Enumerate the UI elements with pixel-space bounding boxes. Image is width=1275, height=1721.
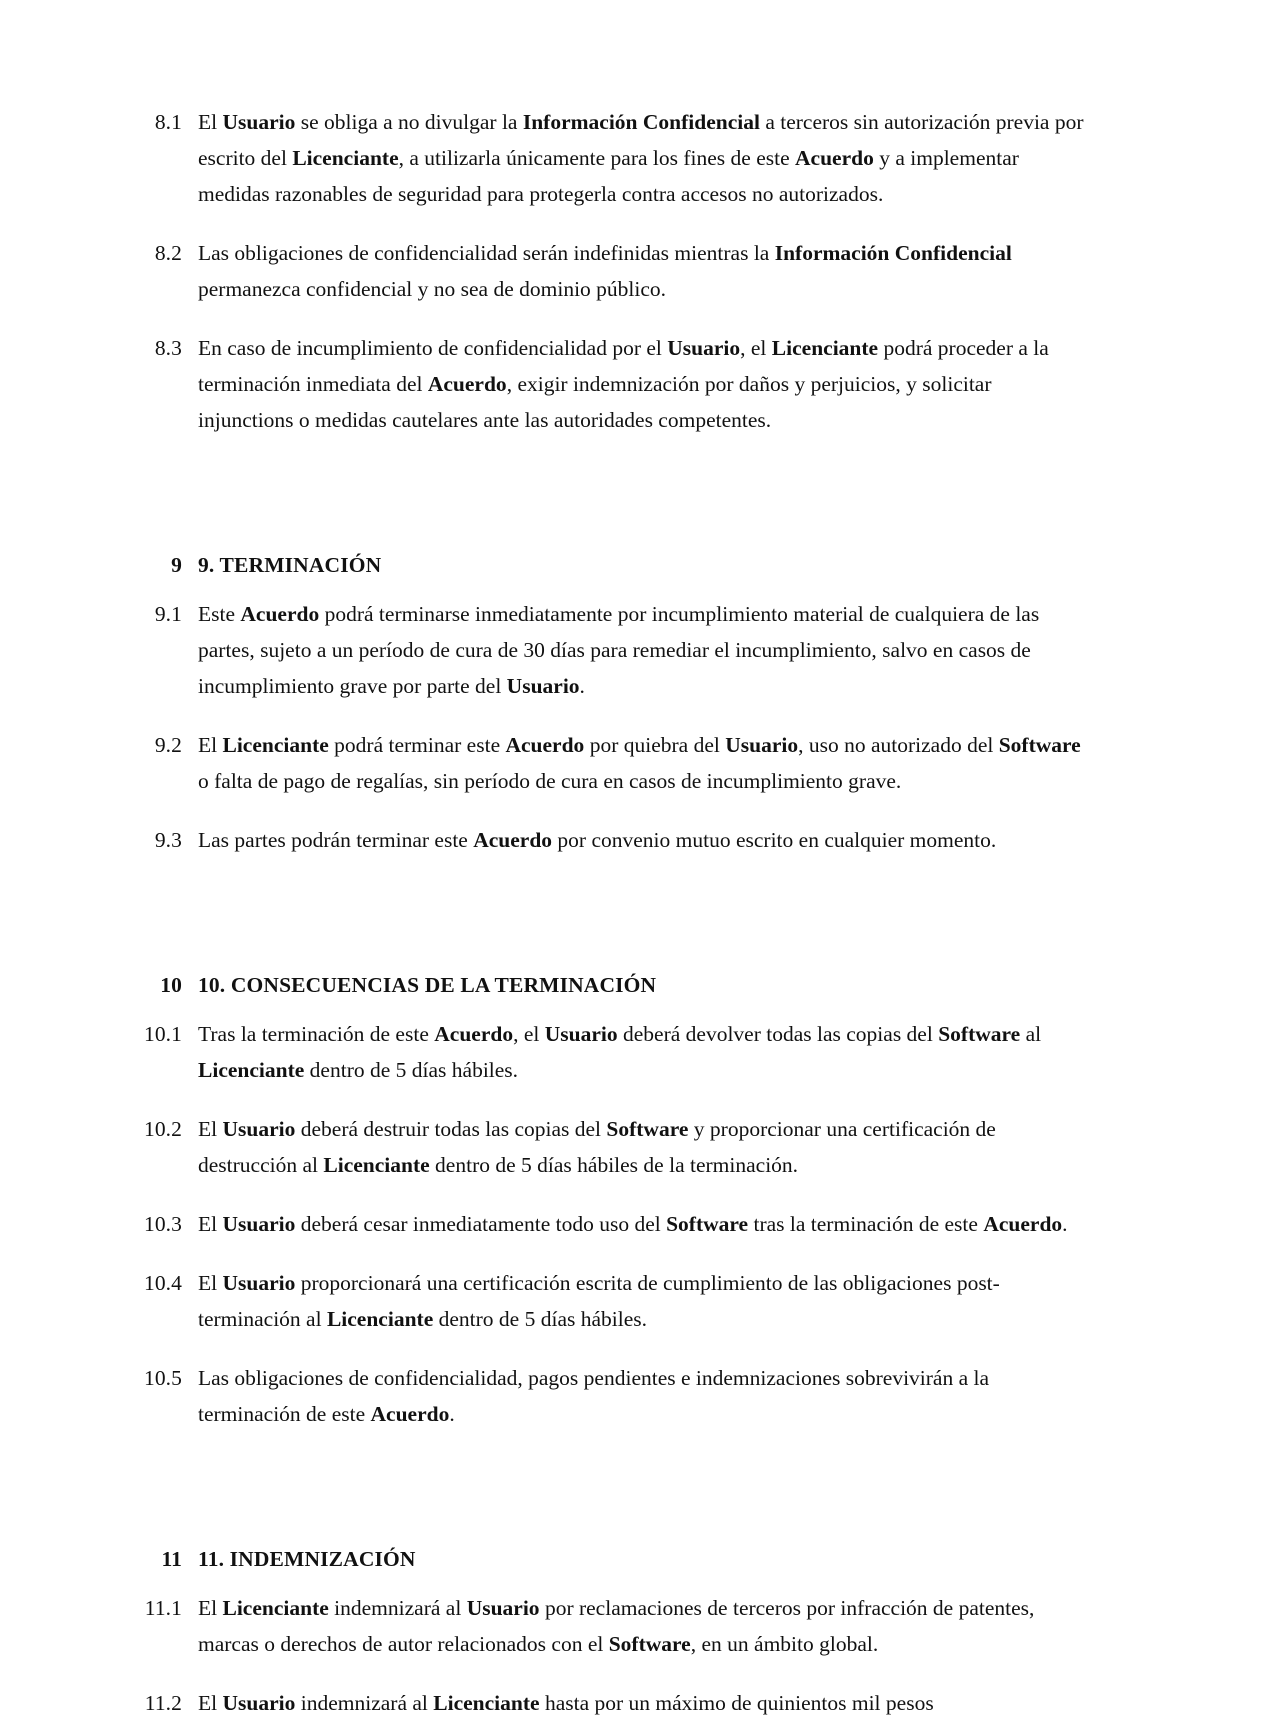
clause-text: El Licenciante podrá terminar este Acuerdo por quiebra del Usuario, uso no autorizado del Software o falta de pago de regalías, sin período de cura en casos de incumplimiento grave. (198, 733, 1081, 793)
section-number: 11 (161, 1547, 182, 1571)
section-title: 9. TERMINACIÓN (198, 553, 382, 577)
section-number: 10 (160, 973, 182, 997)
clause-10-5 (136, 1360, 1084, 1432)
clause-text: Las obligaciones de confidencialidad, pagos pendientes e indemnizaciones sobrevivirán a la terminación de este Acuerdo. (198, 1366, 990, 1426)
clause-number: 9.2 (154, 733, 182, 757)
section-title: 10. CONSECUENCIAS DE LA TERMINACIÓN (198, 973, 657, 997)
section-spacer (136, 1003, 1084, 1016)
clause-9-1 (136, 596, 1084, 704)
clause-text: El Usuario deberá cesar inmediatamente todo uso del Software tras la terminación de este Acuerdo. (198, 1212, 1068, 1236)
clause-8-1 (136, 104, 1084, 212)
document-body (136, 104, 1084, 1721)
clause-8-2 (136, 235, 1084, 307)
section-heading-10 (136, 967, 1084, 1003)
section-spacer (136, 1577, 1084, 1590)
clause-number: 10.2 (143, 1117, 182, 1141)
section-spacer (136, 461, 1084, 547)
clause-text: En caso de incumplimiento de confidencialidad por el Usuario, el Licenciante podrá proceder a la terminación inmediata del Acuerdo, exigir indemnización por daños y perjuicios, y solicitar injunctions o medidas cautelares ante las autoridades competentes. (198, 336, 1049, 432)
clause-number: 11.1 (144, 1596, 182, 1620)
clause-10-4 (136, 1265, 1084, 1337)
section-title: 11. INDEMNIZACIÓN (198, 1547, 416, 1571)
clause-number: 10.1 (143, 1022, 182, 1046)
clause-10-3 (136, 1206, 1084, 1242)
clause-text: Las obligaciones de confidencialidad serán indefinidas mientras la Información Confidencial permanezca confidencial y no sea de dominio público. (198, 241, 1012, 301)
section-heading-9 (136, 547, 1084, 583)
section-heading-11 (136, 1541, 1084, 1577)
clause-number: 10.3 (143, 1212, 182, 1236)
clause-text: El Usuario indemnizará al Licenciante hasta por un máximo de quinientos mil pesos (198, 1691, 934, 1715)
clause-number: 11.2 (144, 1691, 182, 1715)
clause-number: 10.5 (143, 1366, 182, 1390)
clause-8-3 (136, 330, 1084, 438)
clause-text: El Licenciante indemnizará al Usuario por reclamaciones de terceros por infracción de patentes, marcas o derechos de autor relacionados con el Software, en un ámbito global. (198, 1596, 1035, 1656)
section-spacer (136, 583, 1084, 596)
clause-number: 8.1 (154, 110, 182, 134)
clause-10-2 (136, 1111, 1084, 1183)
clause-number: 9.3 (154, 828, 182, 852)
clause-text: Las partes podrán terminar este Acuerdo por convenio mutuo escrito en cualquier momento. (198, 828, 997, 852)
clause-text: Este Acuerdo podrá terminarse inmediatamente por incumplimiento material de cualquiera de las partes, sujeto a un período de cura de 30 días para remediar el incumplimiento, salvo en casos de incumplimiento grave por parte del Usuario. (198, 602, 1040, 698)
clause-text: Tras la terminación de este Acuerdo, el Usuario deberá devolver todas las copias del Software al Licenciante dentro de 5 días hábiles. (198, 1022, 1042, 1082)
clause-9-2 (136, 727, 1084, 799)
clause-text: El Usuario proporcionará una certificación escrita de cumplimiento de las obligaciones post-terminación al Licenciante dentro de 5 días hábiles. (198, 1271, 1000, 1331)
clause-text: El Usuario se obliga a no divulgar la Información Confidencial a terceros sin autorización previa por escrito del Licenciante, a utilizarla únicamente para los fines de este Acuerdo y a implementar medidas razonables de seguridad para protegerla contra accesos no autorizados. (198, 110, 1084, 206)
section-number: 9 (171, 553, 182, 577)
clause-number: 10.4 (143, 1271, 182, 1295)
clause-11-2 (136, 1685, 1084, 1721)
clause-text: El Usuario deberá destruir todas las copias del Software y proporcionar una certificación de destrucción al Licenciante dentro de 5 días hábiles de la terminación. (198, 1117, 996, 1177)
clause-number: 8.3 (154, 336, 182, 360)
section-spacer (136, 1455, 1084, 1541)
clause-11-1 (136, 1590, 1084, 1662)
section-spacer (136, 881, 1084, 967)
clause-10-1 (136, 1016, 1084, 1088)
clause-number: 9.1 (154, 602, 182, 626)
clause-number: 8.2 (154, 241, 182, 265)
clause-9-3 (136, 822, 1084, 858)
